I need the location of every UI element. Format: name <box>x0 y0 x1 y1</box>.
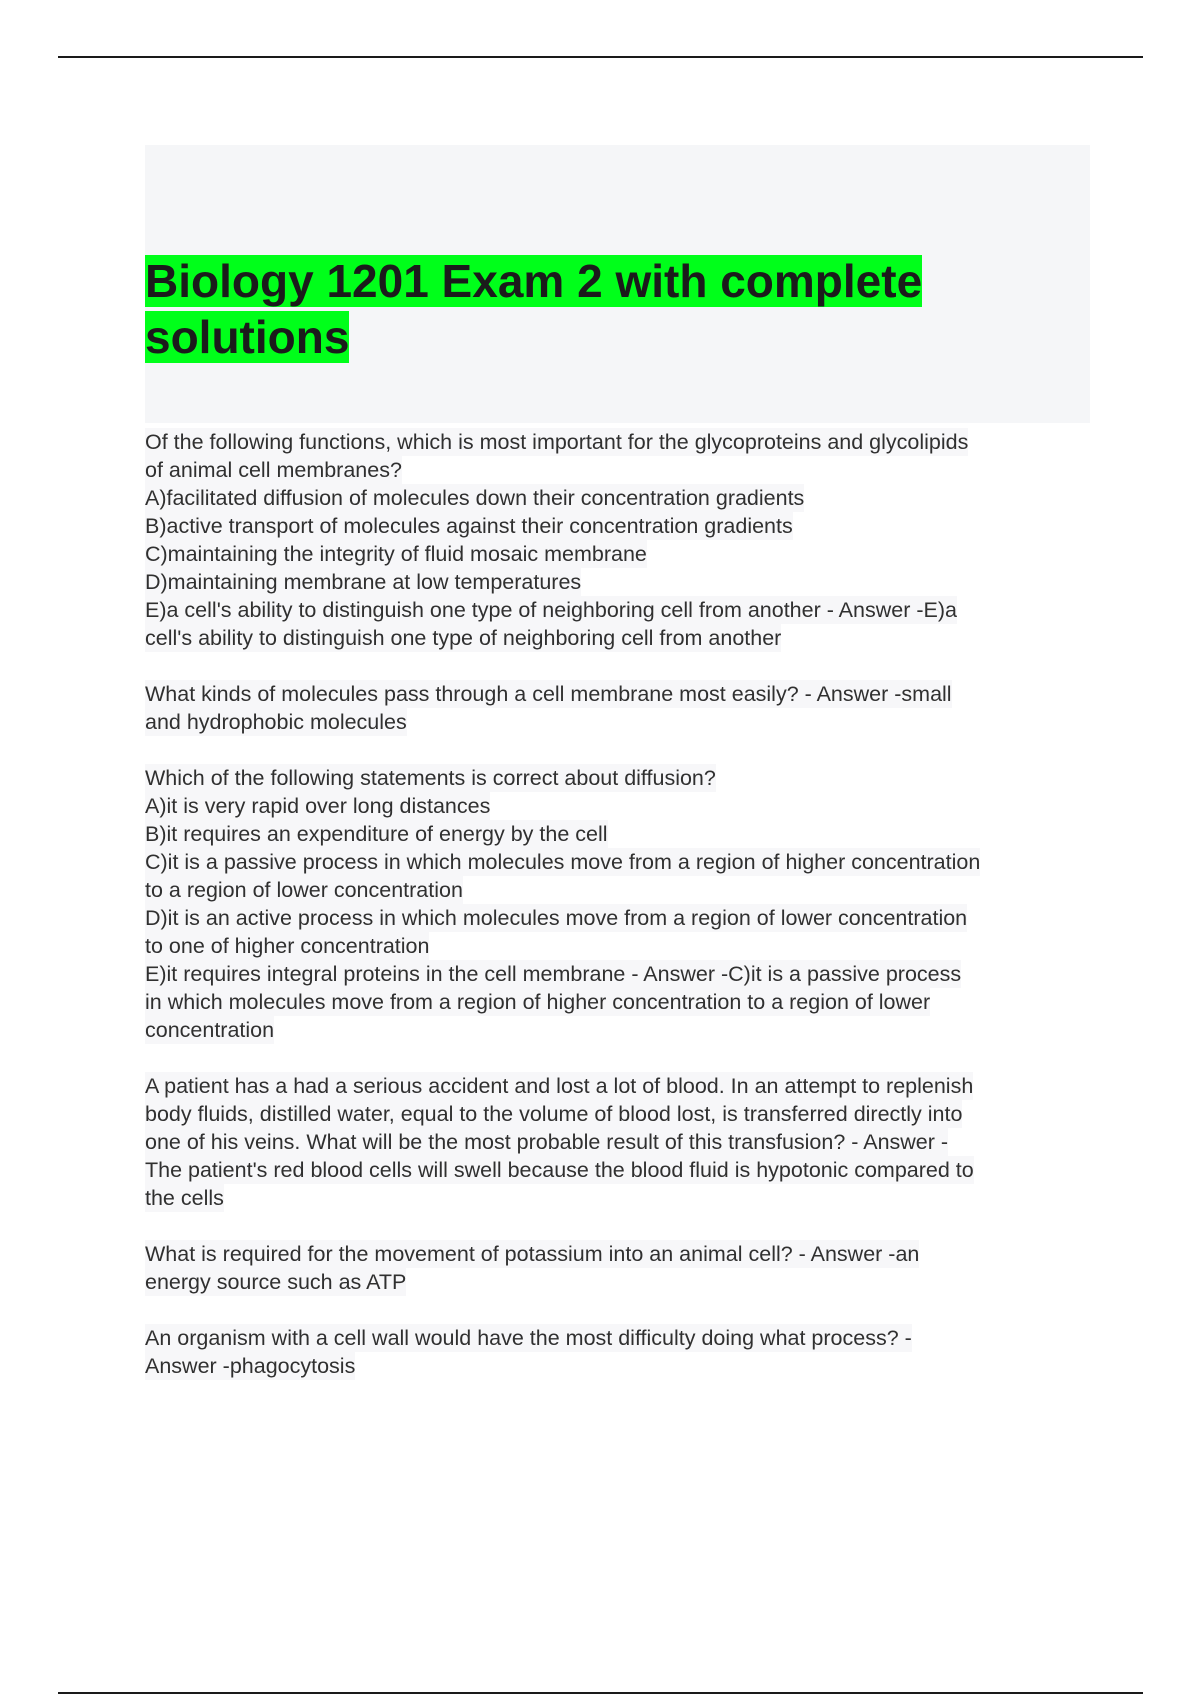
title-band <box>145 145 1090 423</box>
question-text-line: B)it requires an expenditure of energy by the cell <box>145 822 608 846</box>
question-text-line: E)a cell's ability to distinguish one type of neighboring cell from another - Answer -E)a <box>145 598 957 622</box>
question-block <box>145 1324 1090 1380</box>
question-text-line: and hydrophobic molecules <box>145 710 407 734</box>
question-text-line: What kinds of molecules pass through a cell membrane most easily? - Answer -small <box>145 682 952 706</box>
question-text-line: A)it is very rapid over long distances <box>145 794 491 818</box>
question-block <box>145 680 1090 736</box>
question-block <box>145 764 1090 1044</box>
question-text-line: energy source such as ATP <box>145 1270 407 1294</box>
question-text-line: in which molecules move from a region of higher concentration to a region of lower <box>145 990 931 1014</box>
question-text-line: D)it is an active process in which molecules move from a region of lower concentration <box>145 906 968 930</box>
question-text-line: B)active transport of molecules against their concentration gradients <box>145 514 793 538</box>
question-text-line: A)facilitated diffusion of molecules down their concentration gradients <box>145 486 805 510</box>
question-text-line: An organism with a cell wall would have the most difficulty doing what process? - <box>145 1326 912 1350</box>
bottom-rule <box>58 1692 1143 1694</box>
question-block <box>145 423 1090 652</box>
title-line: Biology 1201 Exam 2 with complete <box>145 255 923 307</box>
question-text-line: D)maintaining membrane at low temperatures <box>145 570 582 594</box>
question-text-line: C)maintaining the integrity of fluid mosaic membrane <box>145 542 647 566</box>
question-text-line: Which of the following statements is correct about diffusion? <box>145 766 716 790</box>
question-text-line: body fluids, distilled water, equal to the volume of blood lost, is transferred directly into <box>145 1102 963 1126</box>
question-text-line: C)it is a passive process in which molecules move from a region of higher concentration <box>145 850 981 874</box>
question-text-line: A patient has a had a serious accident and lost a lot of blood. In an attempt to replenish <box>145 1074 974 1098</box>
top-rule <box>58 56 1143 58</box>
question-block <box>145 1072 1090 1212</box>
title-line: solutions <box>145 311 350 363</box>
question-block <box>145 1240 1090 1296</box>
question-text-line: What is required for the movement of potassium into an animal cell? - Answer -an <box>145 1242 920 1266</box>
question-text-line: of animal cell membranes? <box>145 458 402 482</box>
question-text-line: to one of higher concentration <box>145 934 430 958</box>
question-text-line: the cells <box>145 1186 224 1210</box>
question-list <box>145 423 1090 1380</box>
question-text-line: to a region of lower concentration <box>145 878 463 902</box>
document-title <box>145 253 1045 365</box>
question-text-line: E)it requires integral proteins in the cell membrane - Answer -C)it is a passive process <box>145 962 962 986</box>
question-text-line: cell's ability to distinguish one type of neighboring cell from another <box>145 626 782 650</box>
question-text-line: one of his veins. What will be the most probable result of this transfusion? - Answer - <box>145 1130 949 1154</box>
question-text-line: The patient's red blood cells will swell because the blood fluid is hypotonic compared to <box>145 1158 974 1182</box>
document-body <box>145 145 1090 1408</box>
question-text-line: Of the following functions, which is most important for the glycoproteins and glycolipids <box>145 430 969 454</box>
question-text-line: Answer -phagocytosis <box>145 1354 356 1378</box>
question-text-line: concentration <box>145 1018 275 1042</box>
